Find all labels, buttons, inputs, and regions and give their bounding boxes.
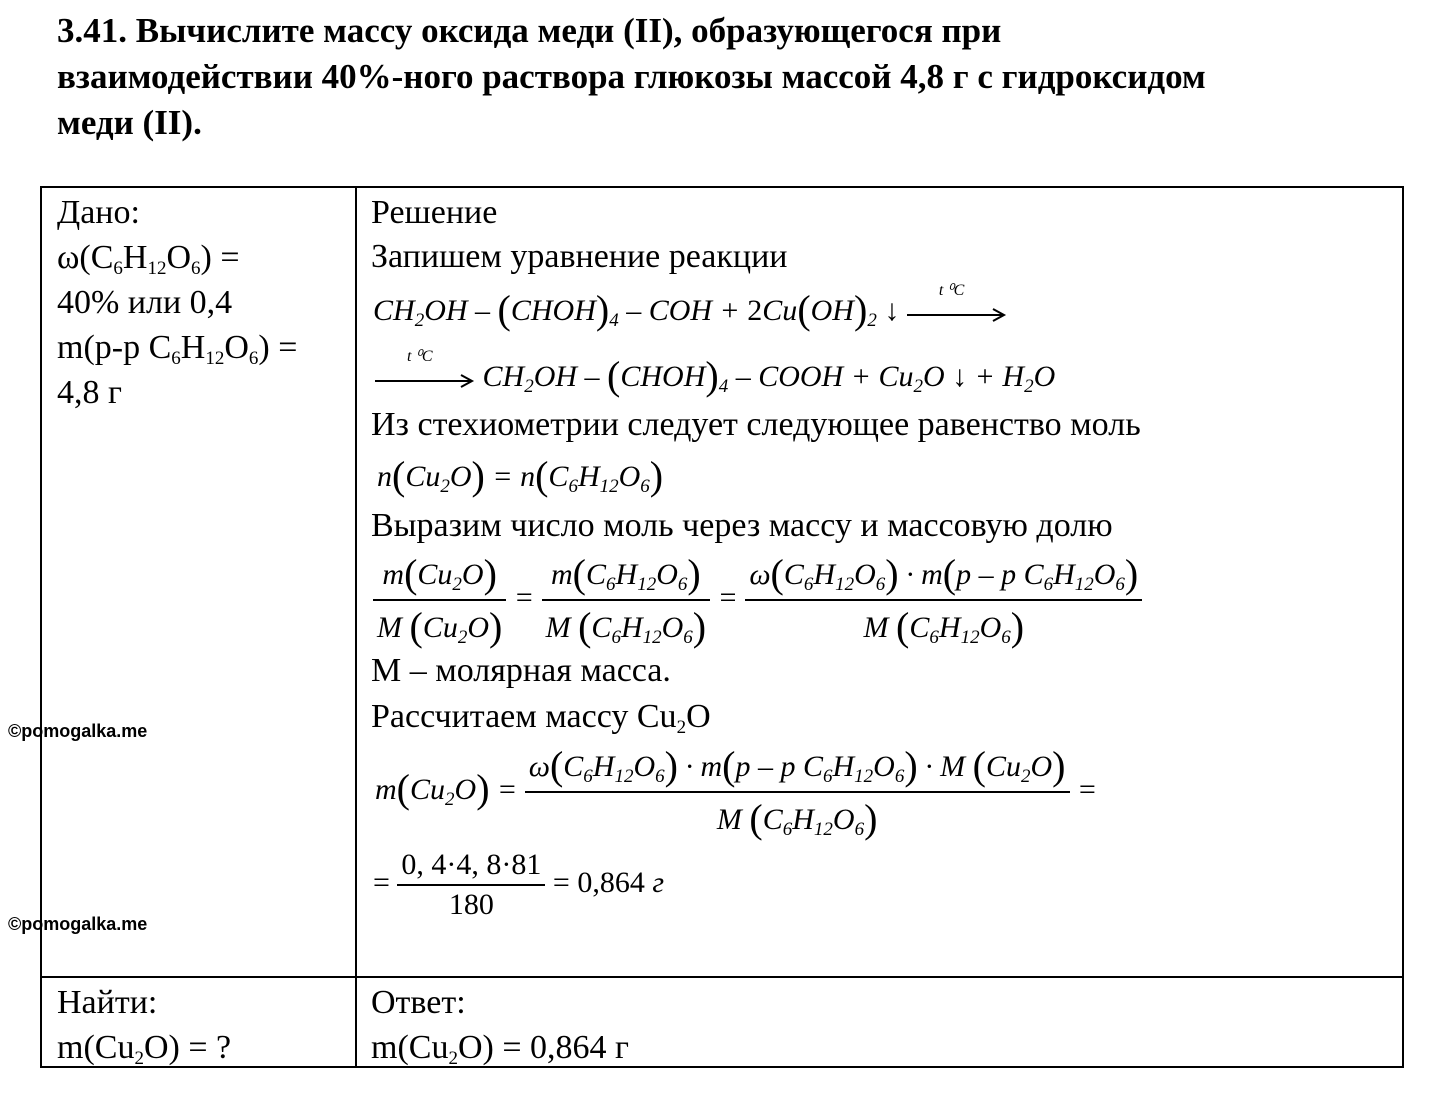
calc-numerator: 0, 4·4, 8·81 [397, 848, 545, 886]
given-omega: $\omega(C_6H_{12}O_6)$ = [57, 239, 240, 279]
mass-formula: $m(Cu_2O)$ = $\frac{\omega(C_6H_{12}O_6) \cdot m(p - p C_6H_{12}O_6) \cdot M (Cu_2O)}{M (C_6H_{12}O_6)}$ = [375, 743, 1098, 841]
table-column-divider [355, 186, 357, 1068]
problem-statement [57, 8, 1387, 146]
calc-unit: г [652, 865, 665, 899]
solution-step-express: Выразим число моль через массу и массовую долю [371, 507, 1113, 544]
given-mass-value: 4,8 г [57, 374, 122, 411]
solution-step-molar-mass: M – молярная масса. [371, 652, 671, 689]
reaction-equation-line-1: $CH_2OH$ – $(CHOH)_4$ – COH + $2Cu(OH)_2$ ↓ t ⁰C [373, 286, 1007, 333]
given-cell [57, 190, 297, 415]
find-header: Найти: [57, 984, 158, 1021]
mole-equality: $n(Cu_2O) = n(C_6H_{12}O_6)$ [377, 453, 664, 498]
solution-header: Решение [371, 194, 498, 231]
numeric-calculation: = $\frac{0, 4\cdot 4, 8\cdot 81}{180}$ = 0,864 г [373, 848, 665, 921]
solution-step-stoichiometry: Из стехиометрии следует следующее равенство моль [371, 406, 1141, 443]
calc-result: = 0,864 [552, 865, 645, 899]
answer-header: Ответ: [371, 984, 466, 1021]
answer-cell [371, 980, 629, 1070]
find-target: $m(Cu_2O)$ = ? [57, 1029, 232, 1069]
watermark: ©pomogalka.me [8, 914, 148, 934]
reaction-equation-line-2: t ⁰C $CH_2OH$ – $(CHOH)_4$ – COOH + $Cu_2O$ ↓ + $H_2O$ [375, 352, 1055, 399]
problem-line-1: 3.41. Вычислите массу оксида меди (II), образующегося при [57, 11, 1002, 50]
calc-denominator: 180 [448, 888, 494, 921]
mass-fraction-equation: $\frac{m(Cu_2O)}{M (Cu_2O)}$ = $\frac{m(C_6H_{12}O_6)}{M (C_6H_{12}O_6)}$ = $\frac{\omega(C_6H_{12}O_6) \cdot m(p - p C_6H_{12}O_6)}{M (C_6H_{12}O_6)}$ [373, 550, 1142, 650]
find-cell [57, 980, 231, 1070]
solution-step-reaction: Запишем уравнение реакции [371, 238, 788, 275]
given-mass: m(р-р $C_6H_{12}O_6$) = [57, 329, 298, 369]
reaction-arrow-icon: t ⁰C [907, 298, 1007, 328]
problem-line-2: взаимодействии 40%-ного раствора глюкозы массой 4,8 г с гидроксидом [57, 57, 1206, 96]
problem-line-3: меди (II). [57, 103, 202, 142]
solution-step-calculate: Рассчитаем массу $Cu_2O$ [371, 698, 711, 738]
answer-value: $m(Cu_2O) = 0,864$ г [371, 1029, 629, 1069]
table-row-divider [40, 976, 1404, 978]
given-header: Дано: [57, 194, 140, 231]
watermark: ©pomogalka.me [8, 721, 148, 741]
reaction-arrow-icon: t ⁰C [375, 364, 475, 394]
given-omega-value: 40% или 0,4 [57, 284, 233, 321]
